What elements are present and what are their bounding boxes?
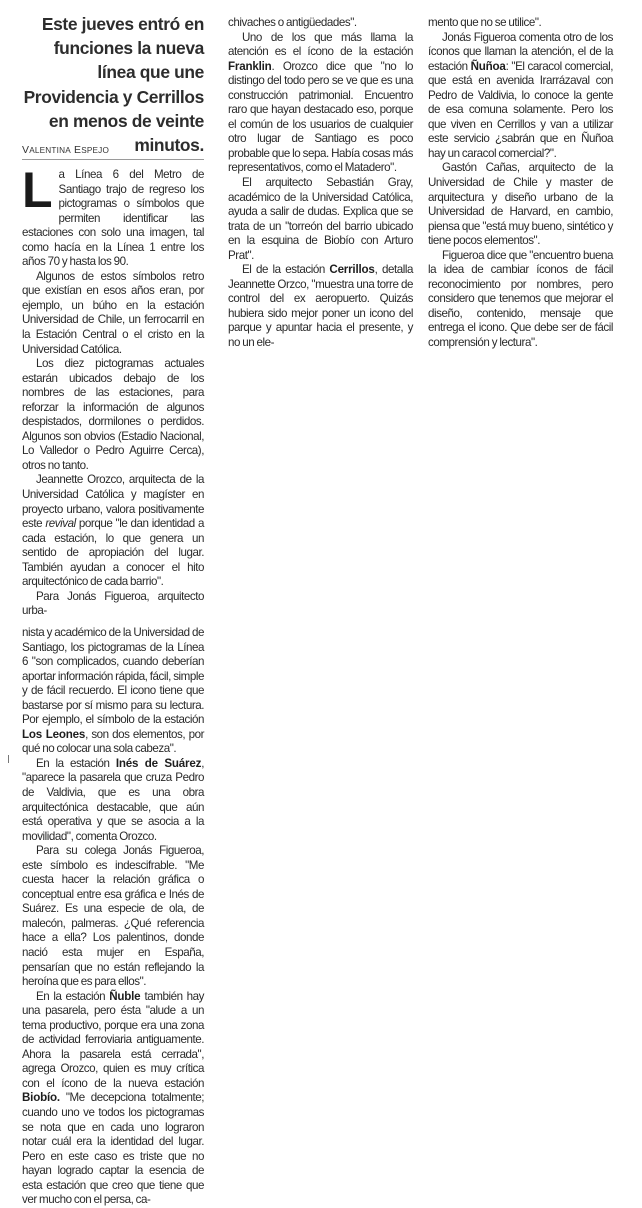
paragraph <box>22 990 204 1208</box>
text-run: En la estación <box>36 756 116 770</box>
italic-term: revival <box>45 517 76 531</box>
paragraph: a Línea 6 del Metro de Santiago trajo de regreso los pictogramas o símbolos que permiten identificar las estaciones con solo una imagen, tal como hacía en la Línea 1 entre los años 70 y hasta los 90. <box>22 168 204 269</box>
text-run: Uno de los que más llama la atención es el ícono de la estación <box>228 30 413 59</box>
text-run: porque "le dan identidad a cada estación, lo que genera un sentido de apropiación del lugar. También ayudan a conocer el hito arquitectónico de cada barrio". <box>22 517 205 589</box>
column-2 <box>228 16 413 351</box>
column-1 <box>22 162 205 1208</box>
byline-first-name: VALENTINA <box>22 144 71 156</box>
text-run: Jonás Figueroa comenta otro de los íconos que llaman la atención, el de la estación <box>428 30 613 73</box>
paragraph: Los diez pictogramas actuales estarán ubicados debajo de los nombres de las estaciones, para reforzar la información de algunos despistados, dormilones o perdidos. Algunos son obvios (Estadio Nacional, Lo Valledor o Pedro Aguirre Cerca), otros no tanto. <box>22 357 204 472</box>
paragraph: Algunos de estos símbolos retro que existían en esos años eran, por ejemplo, un búho en la estación Universidad de Chile, un ferrocarril en la Estación Central o el cristo en la Universidad Católica. <box>22 269 204 356</box>
paragraph: Figueroa dice que "encuentro buena la idea de cambiar íconos de fácil reconocimiento por nombres, pero considero que tenemos que mejorar el diseño, contenido, mensaje que entrega el icono. Que debe ser de fácil comprensión y lectura". <box>428 248 613 350</box>
text-run: nista y académico de la Universidad de Santiago, los pictogramas de la Línea 6 "son complicados, cuando deberían aportar información rápida, fácil, simple y de fácil recuerdo. El icono tiene que bastarse por sí mismo para su lectura. Por ejemplo, el símbolo de la estación <box>22 625 204 727</box>
station-name: Ñuñoa <box>470 59 506 73</box>
column-3 <box>428 16 613 351</box>
text-run: , detalla Jeannette Orzco, "muestra una torre de control del ex aeropuerto. Quizás hubiera sido mejor poner un icono del parque y apuntar hacia el presente, y no un ele- <box>228 263 413 350</box>
spacer <box>22 619 204 626</box>
text-run: "Me decepciona totalmente; cuando uno ve todos los pictogramas se nota que en cada uno lograron notar cuál era la identidad del lugar. Pero en este caso es triste que no hayan logrado captar la esencia de esta estación que creo que tiene que ver mucho con el persa, ca- <box>22 1091 204 1207</box>
station-name: Inés de Suárez <box>115 756 202 770</box>
byline-last-name: ESPEJO <box>73 144 110 156</box>
text-run: , son dos elementos, por qué no colocar una sola cabeza". <box>22 727 204 756</box>
text-run: Jeannette Orozco, arquitecta de la Universidad Católica y magíster en proyecto urbano, valora positivamente este <box>22 473 204 531</box>
paragraph: El arquitecto Sebastián Gray, académico de la Universidad Católica, ayuda a salir de dudas. Explica que se trata de un "torreón del barrio ubicado en la esquina de Biobío con Arturo Prat". <box>228 176 413 262</box>
paragraph: Para Jonás Figueroa, arquitecto urba- <box>22 589 204 618</box>
paragraph <box>22 626 204 757</box>
station-name: Los Leones <box>22 727 86 741</box>
text-run: : "El caracol comercial, que está en avenida Irarrázaval con Pedro de Valdivia, lo conoce la gente de esa comuna solamente. Pero los que viven en Cerrillos y van a utilizar este servicio ¿sabrán que en Ñuñoa hay un caracol comercial?". <box>428 59 614 160</box>
station-name: Biobío. <box>22 1091 60 1105</box>
station-name: Franklin <box>228 59 272 73</box>
text-run: también hay una pasarela, pero ésta "alude a un tema productivo, porque era una zona de actividad ferroviaria antiguamente. Ahora la pasarela está cerrada", agrega Orozco, quien es muy crítica con el ícono de la nueva estación <box>22 989 204 1090</box>
paragraph: Para su colega Jonás Figueroa, este símbolo es indescifrable. "Me cuesta hacer la relación gráfica o conceptual entre esa gráfica e Inés de Suárez. Es una especie de ola, de malecón, palmeras. ¿Qué referencia hace a ella? Los palentinos, donde nació esta mujer en España, pensarían que no están reflejando la heroína que es para ellos". <box>22 844 204 989</box>
text-run: . Orozco dice que "no lo distingo del todo pero se ve que es una construcción patrimonial. Encuentro raro que hayan destacado eso, porque el común de los usuarios de cualquier otro lugar de Santiago es poco probable que lo sepa. Había cosas más representativos, como el Matadero". <box>228 59 413 175</box>
headline: Este jueves entró en funciones la nueva línea que une Providencia y Cerrillos en menos de veinte minutos. <box>23 14 204 156</box>
paragraph <box>228 263 413 350</box>
byline <box>22 144 204 160</box>
station-name: Ñuble <box>109 989 141 1003</box>
margin-mark <box>8 755 9 763</box>
paragraph <box>22 473 204 589</box>
paragraph <box>428 31 613 162</box>
paragraph: Gastón Cañas, arquitecto de la Universidad de Chile y master de arquitectura y diseño urbano de la Universidad de Harvard, en cambio, piensa que "está muy bueno, sintético y tiene pocos elementos". <box>428 161 613 248</box>
drop-cap: L <box>22 162 53 218</box>
text-run: , "aparece la pasarela que cruza Pedro de Valdivia, que es una obra arquitectónica destacable, que aún está operativa y que se asocia a la movilidad", comenta Orozco. <box>22 756 204 843</box>
paragraph <box>22 757 204 844</box>
paragraph: chivaches o antigüedades". <box>228 16 357 29</box>
text-run: El de la estación <box>242 263 330 277</box>
paragraph: mento que no se utilice". <box>428 16 542 29</box>
text-run: En la estación <box>36 989 110 1003</box>
station-name: Cerrillos <box>329 263 375 277</box>
paragraph <box>228 31 413 176</box>
